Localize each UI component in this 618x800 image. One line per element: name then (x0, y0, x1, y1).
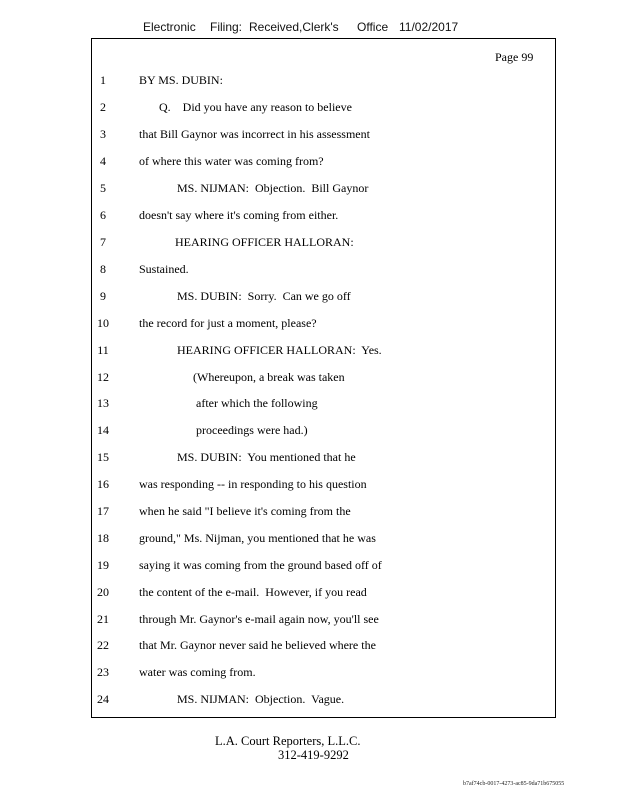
line-text: HEARING OFFICER HALLORAN: Yes. (177, 343, 382, 357)
line-number: 14 (97, 423, 109, 437)
line-number: 11 (97, 343, 109, 357)
transcript-line (0, 557, 618, 573)
line-number: 21 (97, 612, 109, 626)
filing-label-electronic: Electronic (143, 20, 196, 34)
line-number: 16 (97, 477, 109, 491)
line-text: of where this water was coming from? (139, 154, 324, 168)
transcript-line (0, 369, 618, 385)
line-number: 8 (100, 262, 106, 276)
line-text: through Mr. Gaynor's e-mail again now, you'll see (139, 612, 379, 626)
line-text: (Whereupon, a break was taken (193, 370, 345, 384)
transcript-line (0, 395, 618, 411)
line-text: doesn't say where it's coming from either. (139, 208, 339, 222)
line-text: that Mr. Gaynor never said he believed where the (139, 638, 376, 652)
line-text: after which the following (196, 396, 318, 410)
transcript-line (0, 315, 618, 331)
transcript-line (0, 611, 618, 627)
line-text: the record for just a moment, please? (139, 316, 317, 330)
transcript-line (0, 584, 618, 600)
transcript-line (0, 72, 618, 88)
document-hash: b7af74cb-0017-4273-ac85-9da71b675055 (463, 781, 565, 787)
line-number: 3 (100, 127, 106, 141)
transcript-line (0, 234, 618, 250)
line-text: Sustained. (139, 262, 189, 276)
line-text: the content of the e-mail. However, if you read (139, 585, 367, 599)
filing-label-received-clerks: Received,Clerk's (249, 20, 339, 34)
line-number: 9 (100, 289, 106, 303)
transcript-line (0, 207, 618, 223)
line-text: MS. DUBIN: You mentioned that he (177, 450, 356, 464)
line-text: BY MS. DUBIN: (139, 73, 223, 87)
line-number: 5 (100, 181, 106, 195)
line-text: MS. NIJMAN: Objection. Vague. (177, 692, 345, 706)
line-number: 17 (97, 504, 109, 518)
line-text: Q. Did you have any reason to believe (159, 100, 352, 114)
transcript-line (0, 691, 618, 707)
line-number: 12 (97, 370, 109, 384)
transcript-line (0, 153, 618, 169)
transcript-line (0, 261, 618, 277)
line-number: 13 (97, 396, 109, 410)
line-number: 4 (100, 154, 106, 168)
transcript-line (0, 99, 618, 115)
transcript-line (0, 476, 618, 492)
line-number: 6 (100, 208, 106, 222)
line-number: 20 (97, 585, 109, 599)
line-text: when he said "I believe it's coming from the (139, 504, 351, 518)
transcript-line (0, 288, 618, 304)
court-reporter-company: L.A. Court Reporters, L.L.C. (215, 734, 361, 748)
line-text: MS. NIJMAN: Objection. Bill Gaynor (177, 181, 369, 195)
line-text: water was coming from. (139, 665, 256, 679)
transcript-line (0, 180, 618, 196)
line-number: 19 (97, 558, 109, 572)
page-number: Page 99 (495, 50, 534, 64)
filing-date: 11/02/2017 (399, 20, 459, 34)
line-number: 10 (97, 316, 109, 330)
line-number: 23 (97, 665, 109, 679)
line-number: 18 (97, 531, 109, 545)
transcript-line (0, 503, 618, 519)
line-number: 15 (97, 450, 109, 464)
transcript-line (0, 449, 618, 465)
line-number: 2 (100, 100, 106, 114)
transcript-line (0, 664, 618, 680)
transcript-line (0, 126, 618, 142)
court-reporter-phone: 312-419-9292 (278, 748, 349, 762)
line-text: was responding -- in responding to his question (139, 477, 367, 491)
filing-label-office: Office (357, 20, 389, 34)
line-text: MS. DUBIN: Sorry. Can we go off (177, 289, 351, 303)
line-text: HEARING OFFICER HALLORAN: (175, 235, 354, 249)
line-text: saying it was coming from the ground based off of (139, 558, 382, 572)
transcript-line (0, 530, 618, 546)
filing-label-filing: Filing: (210, 20, 243, 34)
line-number: 1 (100, 73, 106, 87)
transcript-line (0, 637, 618, 653)
line-text: proceedings were had.) (196, 423, 308, 437)
line-number: 24 (97, 692, 109, 706)
line-number: 7 (100, 235, 106, 249)
transcript-line (0, 422, 618, 438)
line-text: that Bill Gaynor was incorrect in his assessment (139, 127, 370, 141)
line-text: ground," Ms. Nijman, you mentioned that he was (139, 531, 376, 545)
line-number: 22 (97, 638, 109, 652)
transcript-line (0, 342, 618, 358)
